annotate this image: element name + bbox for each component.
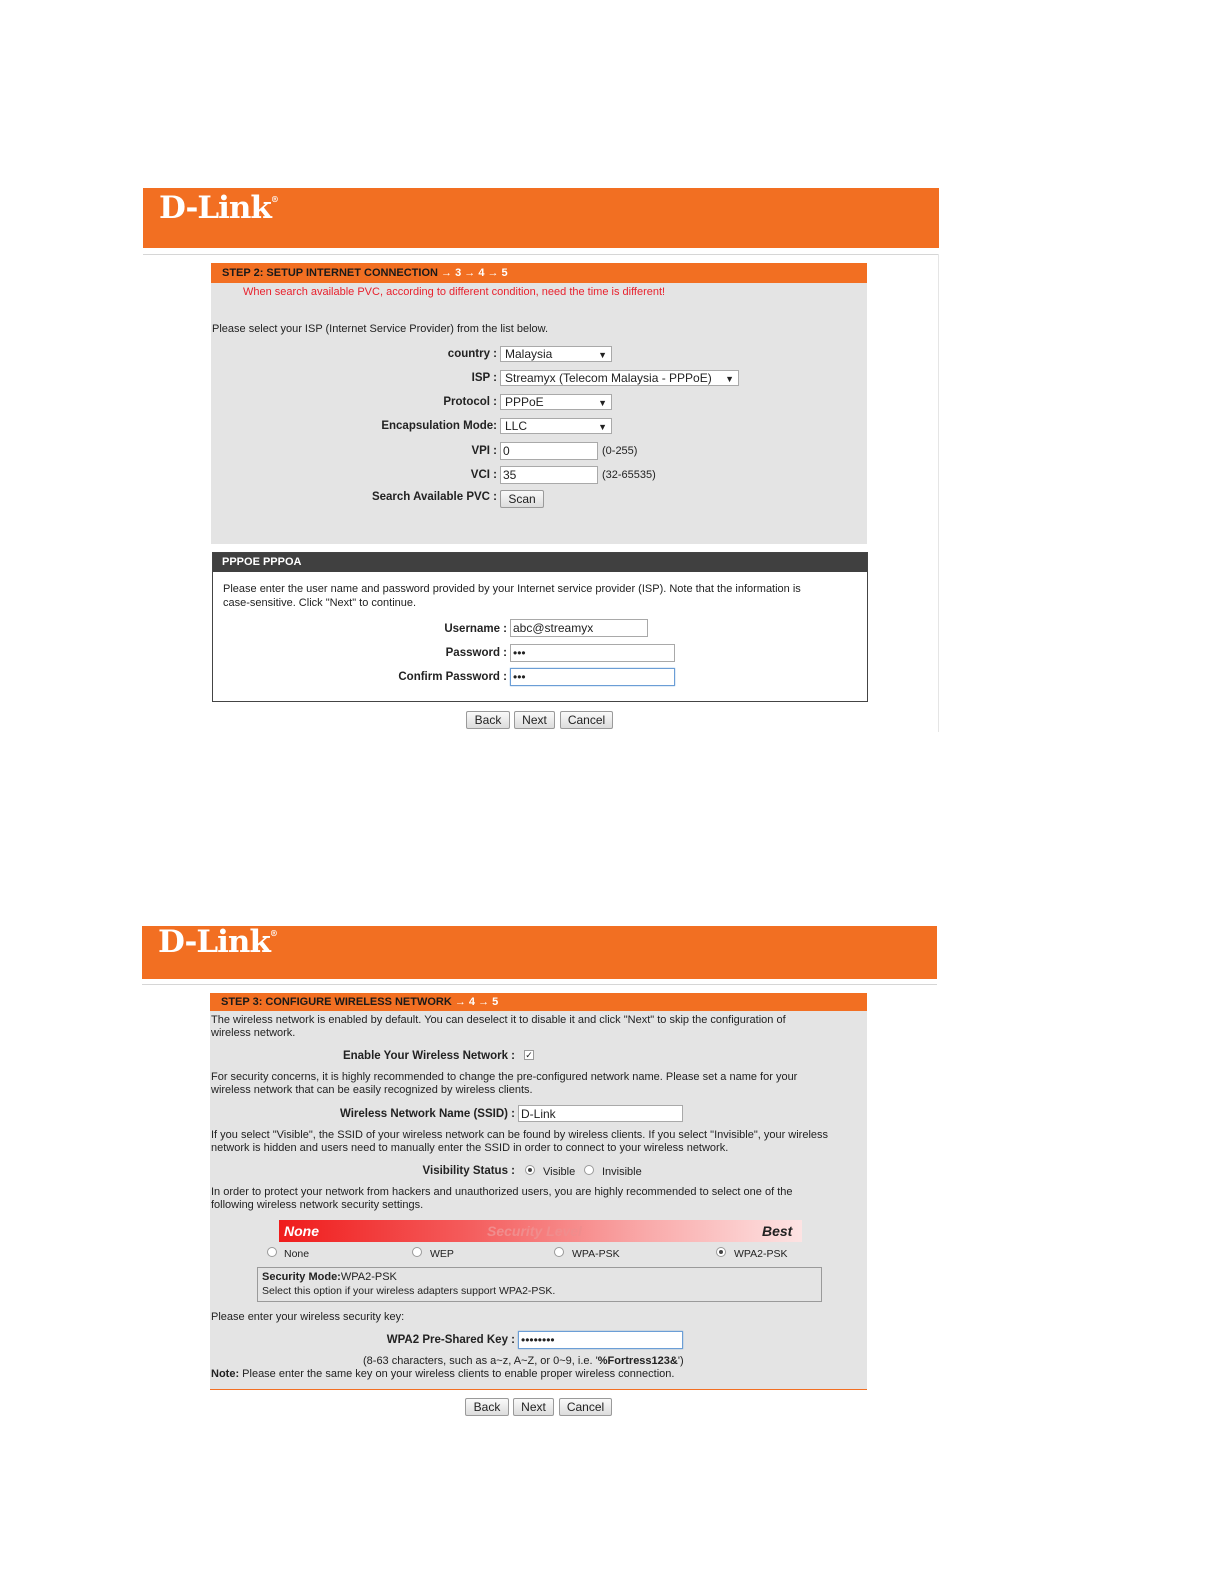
cancel-button[interactable]: Cancel: [559, 1398, 612, 1416]
security-level-title: Security Level: [487, 1223, 582, 1239]
pppoe-header: PPPOE PPPOA: [213, 553, 867, 572]
isp-intro: Please select your ISP (Internet Service Provider) from the list below.: [212, 323, 549, 335]
vpi-input[interactable]: 0: [500, 442, 598, 460]
visibility-note-line1: If you select "Visible", the SSID of your wireless network can be found by wireless clients. If you select "Invisible", your wireless: [211, 1129, 829, 1141]
intro-line2: wireless network.: [211, 1027, 296, 1039]
password-label: Password :: [445, 647, 507, 659]
step-arrows: → 3 → 4 → 5: [441, 267, 508, 279]
security-wpa2psk-label: WPA2-PSK: [734, 1248, 788, 1260]
divider: [142, 984, 937, 985]
invisible-radio[interactable]: [584, 1165, 594, 1175]
intro-line1: The wireless network is enabled by default. You can deselect it to disable it and click "Next" to skip the configuration of: [211, 1014, 786, 1026]
vci-label: VCI :: [470, 469, 497, 481]
ssid-note-line2: wireless network that can be easily recognized by wireless clients.: [211, 1084, 533, 1096]
security-note-line2: following wireless network security settings.: [211, 1199, 424, 1211]
psk-note: Note: Please enter the same key on your wireless clients to enable proper wireless connection.: [211, 1368, 675, 1380]
scan-button[interactable]: Scan: [500, 490, 544, 508]
username-label: Username :: [444, 623, 507, 635]
invisible-label: Invisible: [602, 1166, 642, 1178]
protocol-select[interactable]: PPPoE ▼: [500, 394, 612, 410]
divider: [143, 254, 939, 255]
country-label: country :: [447, 348, 497, 360]
chevron-down-icon: ▼: [598, 422, 607, 432]
step-title: STEP 3: CONFIGURE WIRELESS NETWORK: [221, 996, 452, 1008]
security-level-none: None: [284, 1223, 319, 1239]
vci-input[interactable]: 35: [500, 466, 598, 484]
pppoe-description-line1: Please enter the user name and password provided by your Internet service provider (ISP). Note that the information is: [223, 583, 801, 595]
step-header: [210, 993, 867, 1011]
ssid-input[interactable]: D-Link: [518, 1105, 683, 1122]
security-mode-label: Security Mode:: [262, 1271, 341, 1283]
warning-text: When search available PVC, according to different condition, need the time is different!: [243, 286, 666, 298]
security-mode-description: Select this option if your wireless adapters support WPA2-PSK.: [262, 1285, 556, 1297]
ssid-label: Wireless Network Name (SSID) :: [339, 1108, 515, 1120]
step-header: [211, 263, 867, 283]
psk-input[interactable]: ••••••••: [518, 1331, 683, 1349]
next-button[interactable]: Next: [513, 1398, 554, 1416]
visibility-label: Visibility Status :: [422, 1165, 515, 1177]
isp-select[interactable]: Streamyx (Telecom Malaysia - PPPoE) ▼: [500, 370, 739, 386]
chevron-down-icon: ▼: [598, 350, 607, 360]
vpi-range: (0-255): [602, 445, 638, 457]
next-button[interactable]: Next: [514, 711, 555, 729]
psk-hint: (8-63 characters, such as a~z, A~Z, or 0~9, i.e. '%Fortress123&'): [363, 1355, 684, 1367]
security-wpa2psk-radio[interactable]: [716, 1247, 726, 1257]
vci-range: (32-65535): [602, 469, 656, 481]
visible-label: Visible: [543, 1166, 576, 1178]
security-wep-label: WEP: [430, 1248, 454, 1260]
security-level-best: Best: [762, 1223, 793, 1239]
vpi-label: VPI :: [471, 445, 497, 457]
encapsulation-label: Encapsulation Mode:: [381, 420, 497, 432]
panel-bottom-line: [210, 1389, 867, 1390]
security-wpapsk-label: WPA-PSK: [572, 1248, 620, 1260]
enable-wireless-checkbox[interactable]: ✓: [525, 1050, 533, 1060]
chevron-down-icon: ▼: [725, 374, 734, 384]
pppoe-description-line2: case-sensitive. Click "Next" to continue.: [223, 597, 417, 609]
security-none-label: None: [284, 1248, 310, 1260]
protocol-label: Protocol :: [443, 396, 497, 408]
back-button[interactable]: Back: [466, 711, 510, 729]
divider: [938, 254, 939, 732]
confirm-password-input[interactable]: •••: [510, 668, 675, 686]
key-prompt: Please enter your wireless security key:: [211, 1311, 405, 1323]
password-input[interactable]: •••: [510, 644, 675, 662]
security-note-line1: In order to protect your network from hackers and unauthorized users, you are highly recommended to select one of the: [211, 1186, 793, 1198]
cancel-button[interactable]: Cancel: [560, 711, 613, 729]
confirm-password-label: Confirm Password :: [398, 671, 507, 683]
scan-label: Search Available PVC :: [371, 491, 497, 503]
visible-radio[interactable]: [525, 1165, 535, 1175]
isp-label: ISP :: [471, 372, 497, 384]
chevron-down-icon: ▼: [598, 398, 607, 408]
security-mode-line: [262, 1271, 397, 1283]
step-arrows: → 4 → 5: [454, 996, 499, 1008]
security-wep-radio[interactable]: [412, 1247, 422, 1257]
security-mode-value: WPA2-PSK: [340, 1271, 397, 1283]
visibility-note-line2: network is hidden and users need to manually enter the SSID in order to connect to your wireless network.: [211, 1142, 729, 1154]
security-none-radio[interactable]: [267, 1247, 277, 1257]
enable-wireless-label: Enable Your Wireless Network :: [342, 1050, 515, 1062]
country-select[interactable]: Malaysia ▼: [500, 346, 612, 362]
security-wpapsk-radio[interactable]: [554, 1247, 564, 1257]
dlink-logo: D-Link®: [158, 924, 277, 960]
ssid-note-line1: For security concerns, it is highly recommended to change the pre-configured network name. Please set a name for your: [211, 1071, 798, 1083]
encapsulation-select[interactable]: LLC ▼: [500, 418, 612, 434]
psk-label: WPA2 Pre-Shared Key :: [386, 1334, 515, 1346]
step-title: STEP 2: SETUP INTERNET CONNECTION: [222, 267, 438, 279]
dlink-logo: D-Link®: [159, 190, 278, 226]
username-input[interactable]: abc@streamyx: [510, 619, 648, 637]
back-button[interactable]: Back: [465, 1398, 509, 1416]
